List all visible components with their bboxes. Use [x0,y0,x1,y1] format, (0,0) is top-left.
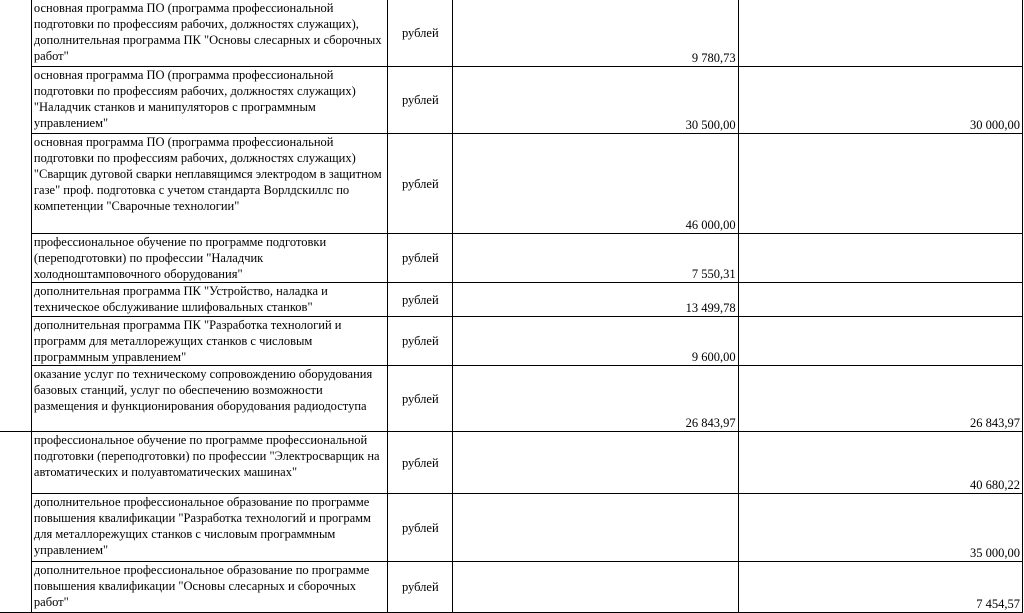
value1-cell: 9 780,73 [453,0,738,67]
table-row [0,562,1023,613]
unit-cell: рублей [388,0,453,67]
value2-cell [738,317,1022,366]
description-cell [31,0,387,67]
value2-cell: 26 843,97 [738,366,1022,432]
unit-cell: рублей [388,366,453,432]
unit-cell: рублей [388,134,453,234]
table-row [0,134,1023,234]
description-cell [31,317,387,366]
value2-cell [738,283,1022,317]
unit-cell: рублей [388,234,453,283]
value2-cell: 40 680,22 [738,432,1022,494]
table-row [0,432,1023,494]
index-cell [0,0,31,432]
row-description: дополнительное профессиональное образование по программе повышения квалификации "Разработка технологий и программ для металлорежущих станков с числовым программным управлением" [33,495,371,557]
index-cell [0,432,31,613]
value2-cell: 7 454,57 [738,562,1022,613]
value1-cell: 7 550,31 [453,234,738,283]
table-row [0,317,1023,366]
row-description: дополнительная программа ПК "Разработка технологий и программ для металлорежущих станков с числовым программным управлением" [33,318,342,364]
description-cell [31,234,387,283]
value1-cell [453,494,738,562]
value1-cell: 9 600,00 [453,317,738,366]
row-description: основная программа ПО (программа профессиональной подготовки по профессиям рабочих, должностях служащих) "Сварщик дуговой сварки неплавящимся электродом в защитном газе" проф. подготовка с учетом стандарта Ворлдскиллс по компетенции "Сварочные технологии" [33,135,382,213]
unit-cell: рублей [388,283,453,317]
description-cell [31,494,387,562]
table-row [0,283,1023,317]
description-cell [31,432,387,494]
value2-cell: 35 000,00 [738,494,1022,562]
row-description: дополнительная программа ПК "Устройство, наладка и техническое обслуживание шлифовальных станков" [33,284,328,314]
unit-cell: рублей [388,562,453,613]
value2-cell [738,234,1022,283]
value1-cell [453,562,738,613]
description-cell [31,366,387,432]
row-description: дополнительное профессиональное образование по программе повышения квалификации "Основы слесарных и сборочных работ" [33,563,370,609]
table-row [0,0,1023,67]
description-cell [31,562,387,613]
row-description: профессиональное обучение по программе профессиональной подготовки (переподготовки) по профессии "Электросварщик на автоматических и полуавтоматических машинах" [33,433,380,479]
row-description: профессиональное обучение по программе подготовки (переподготовки) по профессии "Наладчик холодноштамповочного оборудования" [33,235,327,281]
table-row [0,494,1023,562]
row-description: основная программа ПО (программа профессиональной подготовки по профессиям рабочих, должностях служащих) "Наладчик станков и манипуляторов с программным управлением" [33,68,356,130]
table-row [0,234,1023,283]
row-description: основная программа ПО (программа профессиональной подготовки по профессиям рабочих, должностях служащих), дополнительная программа ПК "Основы слесарных и сборочных работ" [33,1,382,63]
description-cell [31,67,387,134]
value1-cell: 26 843,97 [453,366,738,432]
unit-cell: рублей [388,432,453,494]
value2-cell: 30 000,00 [738,67,1022,134]
value1-cell: 13 499,78 [453,283,738,317]
unit-cell: рублей [388,494,453,562]
unit-cell: рублей [388,317,453,366]
row-description: оказание услуг по техническому сопровождению оборудования базовых станций, услуг по обеспечению возможности размещения и функционирования оборудования радиодоступа [33,367,373,413]
table-row [0,67,1023,134]
description-cell [31,283,387,317]
unit-cell: рублей [388,67,453,134]
value1-cell: 46 000,00 [453,134,738,234]
value1-cell [453,432,738,494]
description-cell [31,134,387,234]
value1-cell: 30 500,00 [453,67,738,134]
table-row [0,366,1023,432]
value2-cell [738,134,1022,234]
value2-cell [738,0,1022,67]
